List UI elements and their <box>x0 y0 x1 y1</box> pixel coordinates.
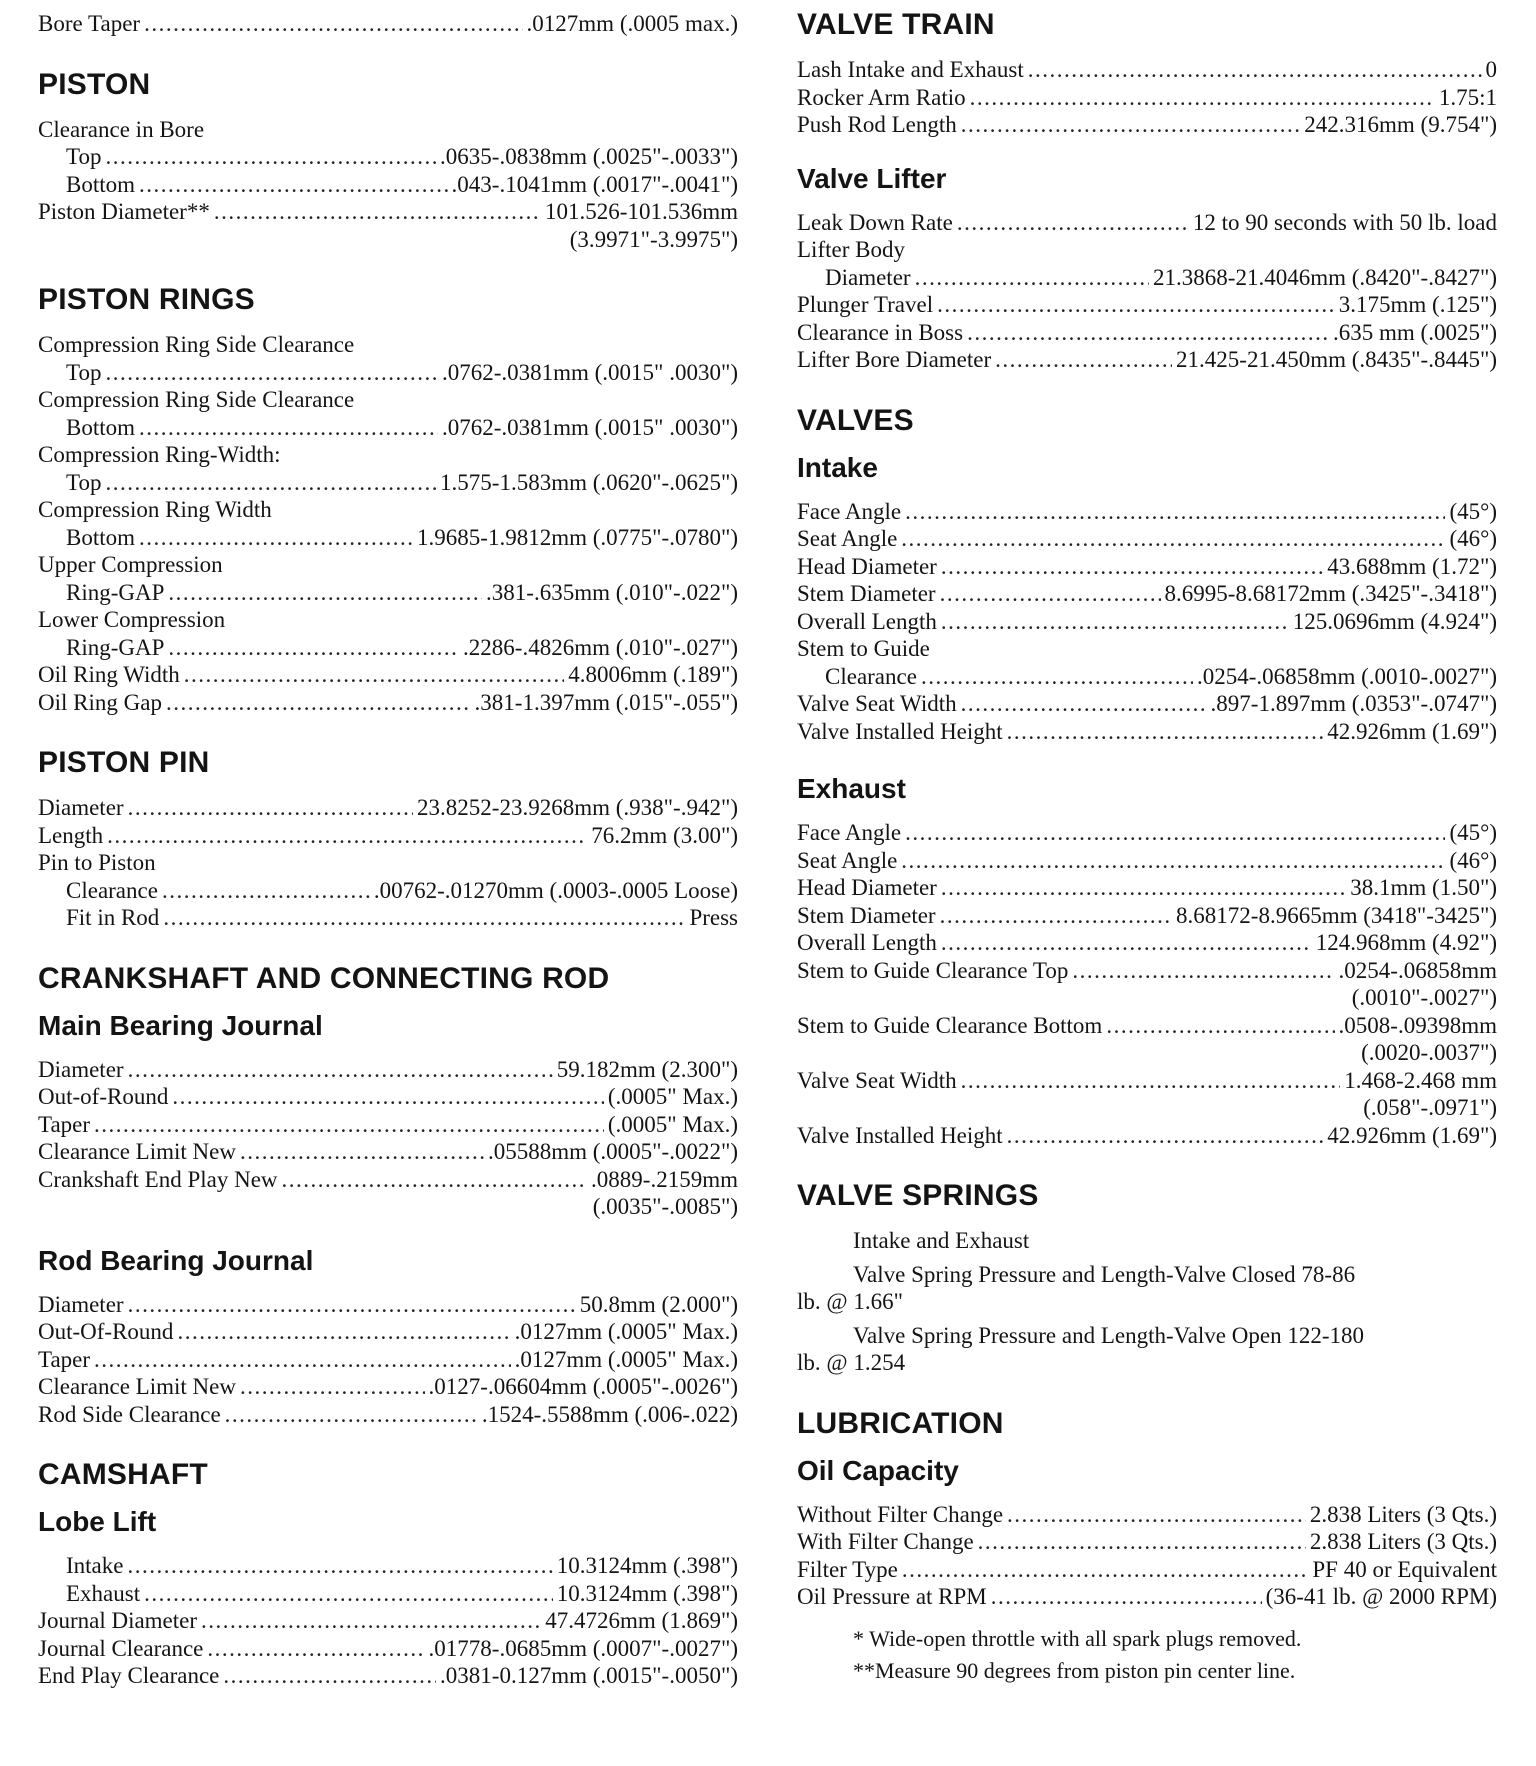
spec-value: 125.0696mm (4.924") <box>1292 608 1497 634</box>
leader-dots <box>139 171 448 199</box>
leader-dots <box>967 319 1329 347</box>
spec-row <box>797 56 1497 84</box>
spec-value: 59.182mm (2.300") <box>556 1056 738 1082</box>
leader-dots <box>902 1556 1309 1584</box>
spec-value: .0762-.0381mm (.0015" .0030") <box>441 359 738 385</box>
leader-dots <box>978 1528 1306 1556</box>
spec-value: 47.4726mm (1.869") <box>545 1608 738 1633</box>
spec-label: Stem to Guide Clearance Top <box>797 957 1069 983</box>
spec-label: Overall Length <box>797 608 937 634</box>
spec-group-label: Compression Ring Side Clearance <box>38 387 355 412</box>
section-title-camshaft: CAMSHAFT <box>38 1458 208 1491</box>
spec-label: Clearance in Boss <box>797 319 964 345</box>
spec-row <box>38 1607 738 1635</box>
leader-dots <box>961 690 1207 718</box>
subsection-title-exhaust: Exhaust <box>797 773 906 804</box>
spec-value-continuation: (3.9971"-3.9975") <box>569 226 738 252</box>
leader-dots <box>940 580 1161 608</box>
spec-label: Plunger Travel <box>797 292 934 317</box>
spec-value-continuation: (.0010"-.0027") <box>1351 985 1497 1010</box>
spec-value: 21.3868-21.4046mm (.8420"-.8427") <box>1153 264 1497 290</box>
spec-row <box>38 579 738 607</box>
leader-dots <box>961 1067 1341 1095</box>
spec-row <box>797 1556 1497 1584</box>
spec-value: 38.1mm (1.50") <box>1350 875 1497 900</box>
spec-label: Top <box>66 359 102 385</box>
spec-row <box>38 877 738 905</box>
spec-row <box>38 1580 738 1608</box>
spec-value: 4.8006mm (.189") <box>568 662 738 687</box>
leader-dots <box>168 579 482 607</box>
spec-value: .0254-.06858mm (.0010-.0027") <box>1196 663 1497 689</box>
leader-dots <box>940 902 1172 930</box>
section-title-piston: PISTON <box>38 67 151 101</box>
spec-value: .381-1.397mm (.015"-.055") <box>474 689 738 715</box>
spec-row <box>797 957 1497 985</box>
spec-value: .0127mm (.0005" Max.) <box>514 1346 738 1372</box>
spec-label: Bottom <box>66 524 136 550</box>
spec-value: 101.526-101.536mm <box>545 199 738 224</box>
spec-value: .05588mm (.0005"-.0022") <box>487 1139 738 1164</box>
spec-row <box>797 525 1497 553</box>
spec-value: (45°) <box>1449 820 1497 845</box>
spec-row <box>797 718 1497 746</box>
leader-dots <box>240 1373 425 1401</box>
leader-dots <box>1072 957 1334 985</box>
leader-dots <box>128 1291 576 1319</box>
spec-row <box>38 1291 738 1319</box>
spec-value: 2.838 Liters (3 Qts.) <box>1309 1501 1497 1527</box>
subsection-title-rod-bearing: Rod Bearing Journal <box>38 1244 314 1276</box>
section-title-piston-rings: PISTON RINGS <box>38 283 255 316</box>
spec-value: .00762-.01270mm (.0003-.0005 Loose) <box>373 877 738 903</box>
leader-dots <box>139 414 438 442</box>
leader-dots <box>941 874 1346 902</box>
spec-row <box>38 524 738 552</box>
spring-subtitle: Intake and Exhaust <box>853 1228 1030 1253</box>
leader-dots <box>995 346 1172 374</box>
spec-row <box>38 689 738 717</box>
spec-row <box>38 1662 738 1690</box>
spec-label: Bottom <box>66 414 136 440</box>
section-title-crankshaft: CRANKSHAFT AND CONNECTING ROD <box>38 961 610 995</box>
leader-dots <box>1007 1122 1324 1150</box>
spec-row <box>38 1166 738 1194</box>
spec-row <box>38 904 738 932</box>
subsection-title-valve-lifter: Valve Lifter <box>797 162 947 194</box>
spec-row <box>38 1318 738 1346</box>
section-title-valve-train: VALVE TRAIN <box>797 8 995 41</box>
spec-label: Intake <box>66 1553 124 1578</box>
spec-label: Crankshaft End Play New <box>38 1166 278 1192</box>
section-title-valve-springs: VALVE SPRINGS <box>797 1179 1039 1212</box>
spec-row <box>797 1067 1497 1095</box>
left-column <box>38 0 738 1690</box>
spec-label: Ring-GAP <box>66 579 165 605</box>
spec-value-continuation: (.058"-.0971") <box>1363 1095 1497 1120</box>
spec-value: .0635-.0838mm (.0025"-.0033") <box>440 144 738 169</box>
spec-label: Diameter <box>38 1291 124 1317</box>
leader-dots <box>921 663 1193 691</box>
leader-dots <box>991 1583 1262 1611</box>
spec-value: 8.68172-8.9665mm (3418"-3425") <box>1176 902 1497 928</box>
spec-label: Push Rod Length <box>797 112 957 137</box>
leader-dots <box>961 111 1301 139</box>
spec-row <box>797 346 1497 374</box>
footnote: * Wide-open throttle with all spark plugs removed. <box>853 1625 1302 1651</box>
spec-label: Clearance <box>66 877 158 903</box>
spec-value: (.0005" Max.) <box>607 1111 738 1137</box>
spec-row <box>38 198 738 226</box>
spec-value: .2286-.4826mm (.010"-.027") <box>463 634 738 660</box>
spec-row <box>38 1373 738 1401</box>
spec-label: Valve Installed Height <box>797 718 1003 744</box>
spec-value: (.0005" Max.) <box>607 1084 738 1109</box>
leader-dots <box>168 634 459 662</box>
spec-group-label: Clearance in Bore <box>38 116 205 142</box>
spec-value: .0762-.0381mm (.0015" .0030") <box>441 414 738 440</box>
spec-label: Leak Down Rate <box>797 209 953 235</box>
spec-value: (36-41 lb. @ 2000 RPM) <box>1265 1584 1497 1609</box>
spec-value: 12 to 90 seconds with 50 lb. load <box>1192 209 1497 235</box>
leader-dots <box>105 469 436 497</box>
leader-dots <box>144 10 522 38</box>
leader-dots <box>207 1635 424 1663</box>
spec-value: .043-.1041mm (.0017"-.0041") <box>451 171 738 197</box>
spec-label: Oil Pressure at RPM <box>797 1584 987 1609</box>
spec-label: Exhaust <box>66 1580 141 1606</box>
spec-label: Head Diameter <box>797 553 937 579</box>
spec-value: 42.926mm (1.69") <box>1327 1122 1497 1148</box>
leader-dots <box>941 929 1312 957</box>
spec-row <box>38 1138 738 1166</box>
spec-value: (45°) <box>1449 498 1497 524</box>
leader-dots <box>214 198 541 226</box>
spec-row <box>797 291 1497 319</box>
spec-row <box>38 359 738 387</box>
spec-label: Stem Diameter <box>797 902 936 928</box>
spec-row <box>797 608 1497 636</box>
leader-dots <box>1106 1012 1334 1040</box>
spec-row <box>797 819 1497 847</box>
spec-value: .0508-.09398mm <box>1338 1012 1497 1038</box>
spec-row <box>797 84 1497 112</box>
spec-value: 43.688mm (1.72") <box>1327 553 1497 579</box>
spec-value: .0127mm (.0005 max.) <box>526 11 738 36</box>
spec-row <box>38 1111 738 1139</box>
spec-label: Head Diameter <box>797 875 937 900</box>
spec-row <box>797 663 1497 691</box>
spec-label: End Play Clearance <box>38 1663 220 1688</box>
spec-value: .1524-.5588mm (.006-.022) <box>481 1401 738 1427</box>
leader-dots <box>166 689 471 717</box>
spec-group-label: Upper Compression <box>38 552 223 577</box>
spec-row <box>797 690 1497 718</box>
spec-value: (46°) <box>1449 526 1497 551</box>
spec-value: 10.3124mm (.398") <box>556 1553 738 1578</box>
spec-value: 0 <box>1485 57 1497 82</box>
spec-row <box>797 1012 1497 1040</box>
spec-group-label: Lifter Body <box>797 237 905 262</box>
spec-value: (46°) <box>1449 847 1497 873</box>
spec-label: Rod Side Clearance <box>38 1401 221 1427</box>
spec-value: 76.2mm (3.00") <box>591 822 738 848</box>
leader-dots <box>901 847 1445 875</box>
spec-label: Stem Diameter <box>797 581 936 606</box>
spec-label: Top <box>66 469 102 495</box>
spec-group-label: Compression Ring-Width: <box>38 442 281 467</box>
spec-row <box>38 794 738 822</box>
spec-row <box>38 1056 738 1084</box>
spec-label: Oil Ring Gap <box>38 689 162 715</box>
leader-dots <box>240 1138 484 1166</box>
spec-group-label: Compression Ring Width <box>38 497 272 522</box>
spec-label: Oil Ring Width <box>38 662 180 687</box>
spec-row <box>797 553 1497 581</box>
leader-dots <box>1007 718 1324 746</box>
leader-dots <box>177 1318 510 1346</box>
spec-label: Taper <box>38 1111 91 1137</box>
spec-label: Without Filter Change <box>797 1501 1004 1527</box>
spec-label: Piston Diameter** <box>38 199 210 224</box>
leader-dots <box>201 1607 541 1635</box>
spec-label: Out-of-Round <box>38 1084 169 1109</box>
spec-label: Bottom <box>66 171 136 197</box>
right-column <box>797 0 1497 1687</box>
spec-row <box>797 580 1497 608</box>
spec-value: .0381-0.127mm (.0015"-.0050") <box>440 1663 738 1688</box>
spec-row <box>38 1635 738 1663</box>
subsection-title-main-bearing: Main Bearing Journal <box>38 1009 323 1041</box>
spec-row <box>38 634 738 662</box>
spec-label: Journal Clearance <box>38 1635 204 1661</box>
leader-dots <box>162 877 370 905</box>
spec-row <box>38 1083 738 1111</box>
spec-value: .01778-.0685mm (.0007"-.0027") <box>428 1635 738 1661</box>
leader-dots <box>941 608 1289 636</box>
spec-row <box>797 1583 1497 1611</box>
spec-row <box>38 171 738 199</box>
spec-value: 50.8mm (2.000") <box>579 1291 738 1317</box>
section-title-lubrication: LUBRICATION <box>797 1406 1004 1440</box>
subsection-title-oil-capacity: Oil Capacity <box>797 1454 959 1486</box>
spec-label: Diameter <box>38 1056 124 1082</box>
spec-label: Clearance Limit New <box>38 1374 236 1399</box>
spec-row <box>797 319 1497 347</box>
spec-group-label: Lower Compression <box>38 607 226 632</box>
leader-dots <box>957 209 1189 237</box>
spring-open-line: Valve Spring Pressure and Length-Valve Open 122-180 <box>853 1322 1364 1348</box>
spec-value: 1.575-1.583mm (.0620"-.0625") <box>440 469 738 495</box>
leader-dots <box>94 1346 511 1374</box>
spec-row <box>797 209 1497 237</box>
spec-row <box>797 902 1497 930</box>
leader-dots <box>225 1401 478 1429</box>
spec-group-label: Stem to Guide <box>797 636 930 661</box>
spec-row <box>38 1552 738 1580</box>
spec-label: Lifter Bore Diameter <box>797 347 992 372</box>
spec-value: .897-1.897mm (.0353"-.0747") <box>1210 691 1497 716</box>
leader-dots <box>105 143 436 171</box>
leader-dots <box>282 1166 588 1194</box>
spec-row <box>38 661 738 689</box>
spec-label: Stem to Guide Clearance Bottom <box>797 1012 1103 1038</box>
leader-dots <box>901 525 1445 553</box>
spec-row <box>38 1401 738 1429</box>
leader-dots <box>105 359 438 387</box>
spec-row-bore-taper <box>38 10 738 38</box>
leader-dots <box>905 498 1445 526</box>
spec-value: 8.6995-8.68172mm (.3425"-.3418") <box>1164 581 1497 606</box>
spec-value: 124.968mm (4.92") <box>1315 930 1497 955</box>
leader-dots <box>128 1056 553 1084</box>
spec-value: .0127-.06604mm (.0005"-.0026") <box>428 1374 738 1399</box>
spec-value-continuation: (.0020-.0037") <box>1361 1040 1497 1065</box>
spec-label: Valve Installed Height <box>797 1122 1003 1148</box>
spec-row <box>797 847 1497 875</box>
spec-row <box>797 1501 1497 1529</box>
spec-value: PF 40 or Equivalent <box>1312 1556 1497 1582</box>
spec-row <box>797 498 1497 526</box>
spec-row <box>38 822 738 850</box>
spec-value: 2.838 Liters (3 Qts.) <box>1309 1529 1497 1554</box>
spec-label: Seat Angle <box>797 847 898 873</box>
spec-label: Top <box>66 144 102 169</box>
spec-label: Clearance <box>825 663 917 689</box>
spring-closed-line-cont: lb. @ 1.66" <box>797 1289 903 1314</box>
leader-dots <box>144 1580 553 1608</box>
spec-value: 21.425-21.450mm (.8435"-.8445") <box>1176 347 1497 372</box>
spec-value: .0127mm (.0005" Max.) <box>514 1319 738 1344</box>
spec-label: Diameter <box>38 795 124 820</box>
spec-value: Press <box>689 905 738 930</box>
leader-dots <box>139 524 413 552</box>
spec-label: Rocker Arm Ratio <box>797 84 966 110</box>
spec-row <box>797 264 1497 292</box>
spec-row <box>38 143 738 171</box>
spec-row <box>797 1528 1497 1556</box>
subsection-title-lobe-lift: Lobe Lift <box>38 1506 157 1537</box>
spec-value: 1.9685-1.9812mm (.0775"-.0780") <box>417 524 738 550</box>
spec-group-label: Compression Ring Side Clearance <box>38 332 355 357</box>
leader-dots <box>184 661 564 689</box>
leader-dots <box>970 84 1435 112</box>
spec-label: Valve Seat Width <box>797 1067 957 1093</box>
spec-value: .0889-.2159mm <box>591 1166 738 1192</box>
spec-value: 23.8252-23.9268mm (.938"-.942") <box>417 795 738 820</box>
leader-dots <box>94 1111 604 1139</box>
spec-label: Lash Intake and Exhaust <box>797 57 1024 82</box>
spec-value: .635 mm (.0025") <box>1333 319 1497 345</box>
spec-value: .381-.635mm (.010"-.022") <box>486 579 738 605</box>
spec-value: 1.468-2.468 mm <box>1344 1067 1497 1093</box>
subsection-title-intake: Intake <box>797 451 878 483</box>
leader-dots <box>915 264 1149 292</box>
spec-label: With Filter Change <box>797 1529 974 1554</box>
spec-value: .0254-.06858mm <box>1338 957 1497 983</box>
spec-label: Length <box>38 822 104 848</box>
spec-label: Taper <box>38 1346 91 1372</box>
spec-label: Face Angle <box>797 498 902 524</box>
leader-dots <box>1028 56 1482 84</box>
leader-dots <box>172 1083 604 1111</box>
spec-row <box>38 414 738 442</box>
spec-label: Face Angle <box>797 820 902 845</box>
spec-label: Filter Type <box>797 1556 898 1582</box>
spec-row <box>797 874 1497 902</box>
spec-row <box>38 1346 738 1374</box>
spec-value: 1.75:1 <box>1438 84 1497 110</box>
spec-label: Overall Length <box>797 930 937 955</box>
spec-row <box>797 929 1497 957</box>
leader-dots <box>163 904 685 932</box>
spec-value: 10.3124mm (.398") <box>556 1580 738 1606</box>
leader-dots <box>223 1662 436 1690</box>
spec-value: 242.316mm (9.754") <box>1304 112 1497 137</box>
section-title-piston-pin: PISTON PIN <box>38 746 210 779</box>
spec-label: Out-Of-Round <box>38 1319 174 1344</box>
spec-label: Ring-GAP <box>66 634 165 660</box>
footnote: **Measure 90 degrees from piston pin center line. <box>853 1657 1296 1683</box>
spec-row <box>797 1122 1497 1150</box>
spring-open-line-cont: lb. @ 1.254 <box>797 1350 906 1375</box>
section-title-valves: VALVES <box>797 403 914 437</box>
leader-dots <box>128 794 413 822</box>
spec-label: Diameter <box>825 264 911 290</box>
spec-label: Valve Seat Width <box>797 691 957 716</box>
spec-group-label: Pin to Piston <box>38 850 156 875</box>
leader-dots <box>905 819 1445 847</box>
spec-label: Bore Taper <box>38 11 141 36</box>
spec-value: 42.926mm (1.69") <box>1327 718 1497 744</box>
spring-closed-line: Valve Spring Pressure and Length-Valve Closed 78-86 <box>853 1261 1356 1287</box>
spec-value: 3.175mm (.125") <box>1338 292 1497 317</box>
leader-dots <box>107 822 587 850</box>
spec-label: Seat Angle <box>797 526 898 551</box>
spec-row <box>38 469 738 497</box>
spec-label: Journal Diameter <box>38 1608 198 1633</box>
leader-dots <box>941 553 1323 581</box>
spec-row <box>797 111 1497 139</box>
leader-dots <box>1007 1501 1306 1529</box>
spec-value-continuation: (.0035"-.0085") <box>592 1194 738 1219</box>
leader-dots <box>937 291 1335 319</box>
spec-label: Fit in Rod <box>66 905 160 930</box>
leader-dots <box>127 1552 552 1580</box>
spec-label: Clearance Limit New <box>38 1139 236 1164</box>
